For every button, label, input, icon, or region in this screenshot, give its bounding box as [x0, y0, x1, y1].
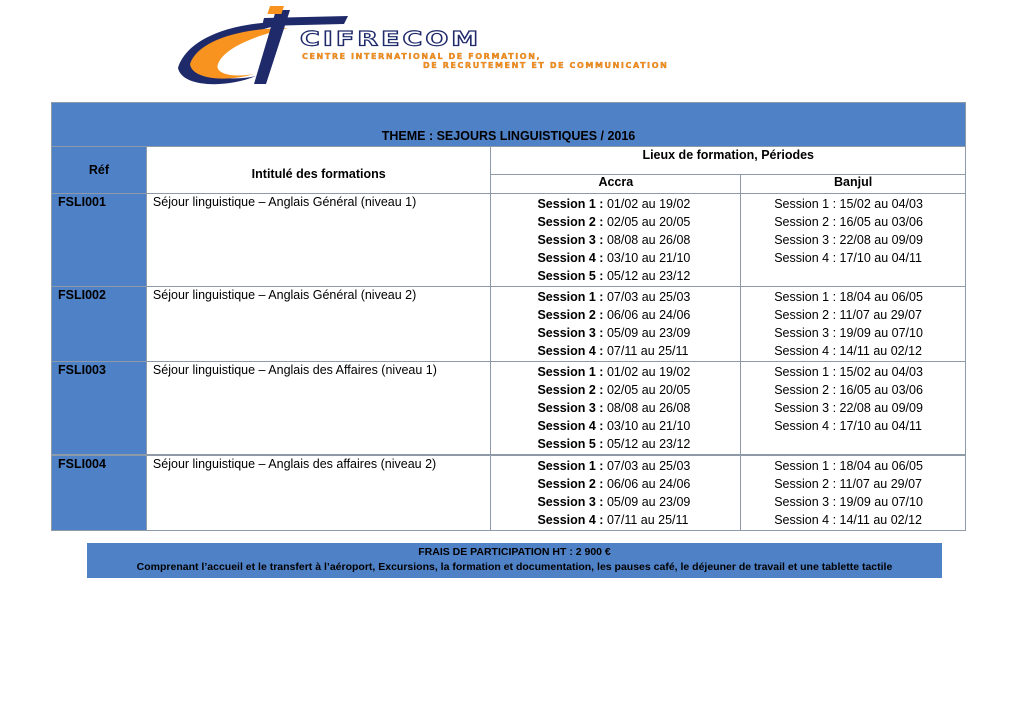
session-line: Session 3 : 22/08 au 09/09 [774, 233, 923, 247]
session-line: Session 5 : 05/12 au 23/12 [537, 269, 691, 283]
session-line: Session 3 : 08/08 au 26/08 [537, 401, 691, 415]
banjul-sessions [741, 362, 966, 456]
session-line: Session 2 : 11/07 au 29/07 [774, 477, 922, 491]
table-row [52, 194, 966, 287]
ref-cell: FSLI004 [52, 455, 147, 531]
session-line: Session 2 : 06/06 au 24/06 [537, 477, 691, 491]
session-line: Session 1 : 07/03 au 25/03 [537, 290, 691, 304]
ref-cell: FSLI002 [52, 287, 147, 362]
fee-amount: FRAIS DE PARTICIPATION HT : 2 900 € [418, 546, 611, 558]
fee-includes: Comprenant l’accueil et le transfert à l’aéroport, Excursions, la formation et documentation, les pauses café, le déjeuner de travail et une tablette tactile [136, 561, 893, 573]
session-line: Session 5 : 05/12 au 23/12 [537, 437, 691, 451]
session-line: Session 4 : 03/10 au 21/10 [537, 419, 691, 433]
session-line: Session 1 : 18/04 au 06/05 [774, 290, 923, 304]
accra-sessions [491, 362, 741, 456]
session-line: Session 1 : 07/03 au 25/03 [537, 459, 691, 473]
session-line: Session 1 : 18/04 au 06/05 [774, 459, 923, 473]
fee-banner [87, 543, 942, 578]
lieux-header: Lieux de formation, Périodes [491, 147, 966, 175]
session-line: Session 4 : 17/10 au 04/11 [774, 251, 922, 265]
logo-tagline-2: DE RECRUTEMENT ET DE COMMUNICATION [423, 61, 669, 70]
logo-wordmark: CIFRECOM [300, 28, 482, 51]
ref-header: Réf [52, 147, 147, 194]
session-line: Session 1 : 01/02 au 19/02 [537, 197, 691, 211]
title-cell: Séjour linguistique – Anglais des Affaires (niveau 1) [146, 362, 491, 456]
session-line: Session 4 : 14/11 au 02/12 [774, 513, 922, 527]
banjul-sessions [741, 194, 966, 287]
accra-sessions [491, 455, 741, 531]
session-line: Session 3 : 22/08 au 09/09 [774, 401, 923, 415]
table-row [52, 455, 966, 531]
title-cell: Séjour linguistique – Anglais Général (niveau 1) [146, 194, 491, 287]
session-line: Session 2 : 06/06 au 24/06 [537, 308, 691, 322]
logo-tagline-1: CENTRE INTERNATIONAL DE FORMATION, [302, 52, 542, 61]
accra-sessions [491, 287, 741, 362]
session-line: Session 4 : 07/11 au 25/11 [537, 344, 689, 358]
session-line: Session 3 : 19/09 au 07/10 [774, 326, 923, 340]
session-line: Session 4 : 14/11 au 02/12 [774, 344, 922, 358]
title-cell: Séjour linguistique – Anglais des affaires (niveau 2) [146, 455, 491, 531]
banjul-sessions [741, 287, 966, 362]
session-line: Session 3 : 05/09 au 23/09 [537, 326, 691, 340]
training-table [51, 102, 966, 531]
session-line: Session 2 : 16/05 au 03/06 [774, 383, 923, 397]
table-row [52, 362, 966, 456]
accra-header: Accra [491, 175, 741, 194]
title-cell: Séjour linguistique – Anglais Général (niveau 2) [146, 287, 491, 362]
session-line: Session 1 : 15/02 au 04/03 [774, 365, 923, 379]
session-line: Session 2 : 16/05 au 03/06 [774, 215, 923, 229]
session-line: Session 1 : 01/02 au 19/02 [537, 365, 691, 379]
theme-title: THEME : SEJOURS LINGUISTIQUES / 2016 [52, 103, 966, 147]
banjul-sessions [741, 455, 966, 531]
session-line: Session 2 : 02/05 au 20/05 [537, 383, 691, 397]
intitule-header: Intitulé des formations [146, 147, 491, 194]
session-line: Session 4 : 07/11 au 25/11 [537, 513, 689, 527]
ref-cell: FSLI003 [52, 362, 147, 456]
session-line: Session 2 : 02/05 au 20/05 [537, 215, 691, 229]
session-line: Session 3 : 19/09 au 07/10 [774, 495, 923, 509]
session-line: Session 3 : 05/09 au 23/09 [537, 495, 691, 509]
ref-cell: FSLI001 [52, 194, 147, 287]
session-line: Session 3 : 08/08 au 26/08 [537, 233, 691, 247]
session-line: Session 2 : 11/07 au 29/07 [774, 308, 922, 322]
banjul-header: Banjul [741, 175, 966, 194]
session-line: Session 4 : 03/10 au 21/10 [537, 251, 691, 265]
accra-sessions [491, 194, 741, 287]
session-line: Session 4 : 17/10 au 04/11 [774, 419, 922, 433]
cifrecom-logo [168, 6, 778, 90]
table-row [52, 287, 966, 362]
session-line: Session 1 : 15/02 au 04/03 [774, 197, 923, 211]
